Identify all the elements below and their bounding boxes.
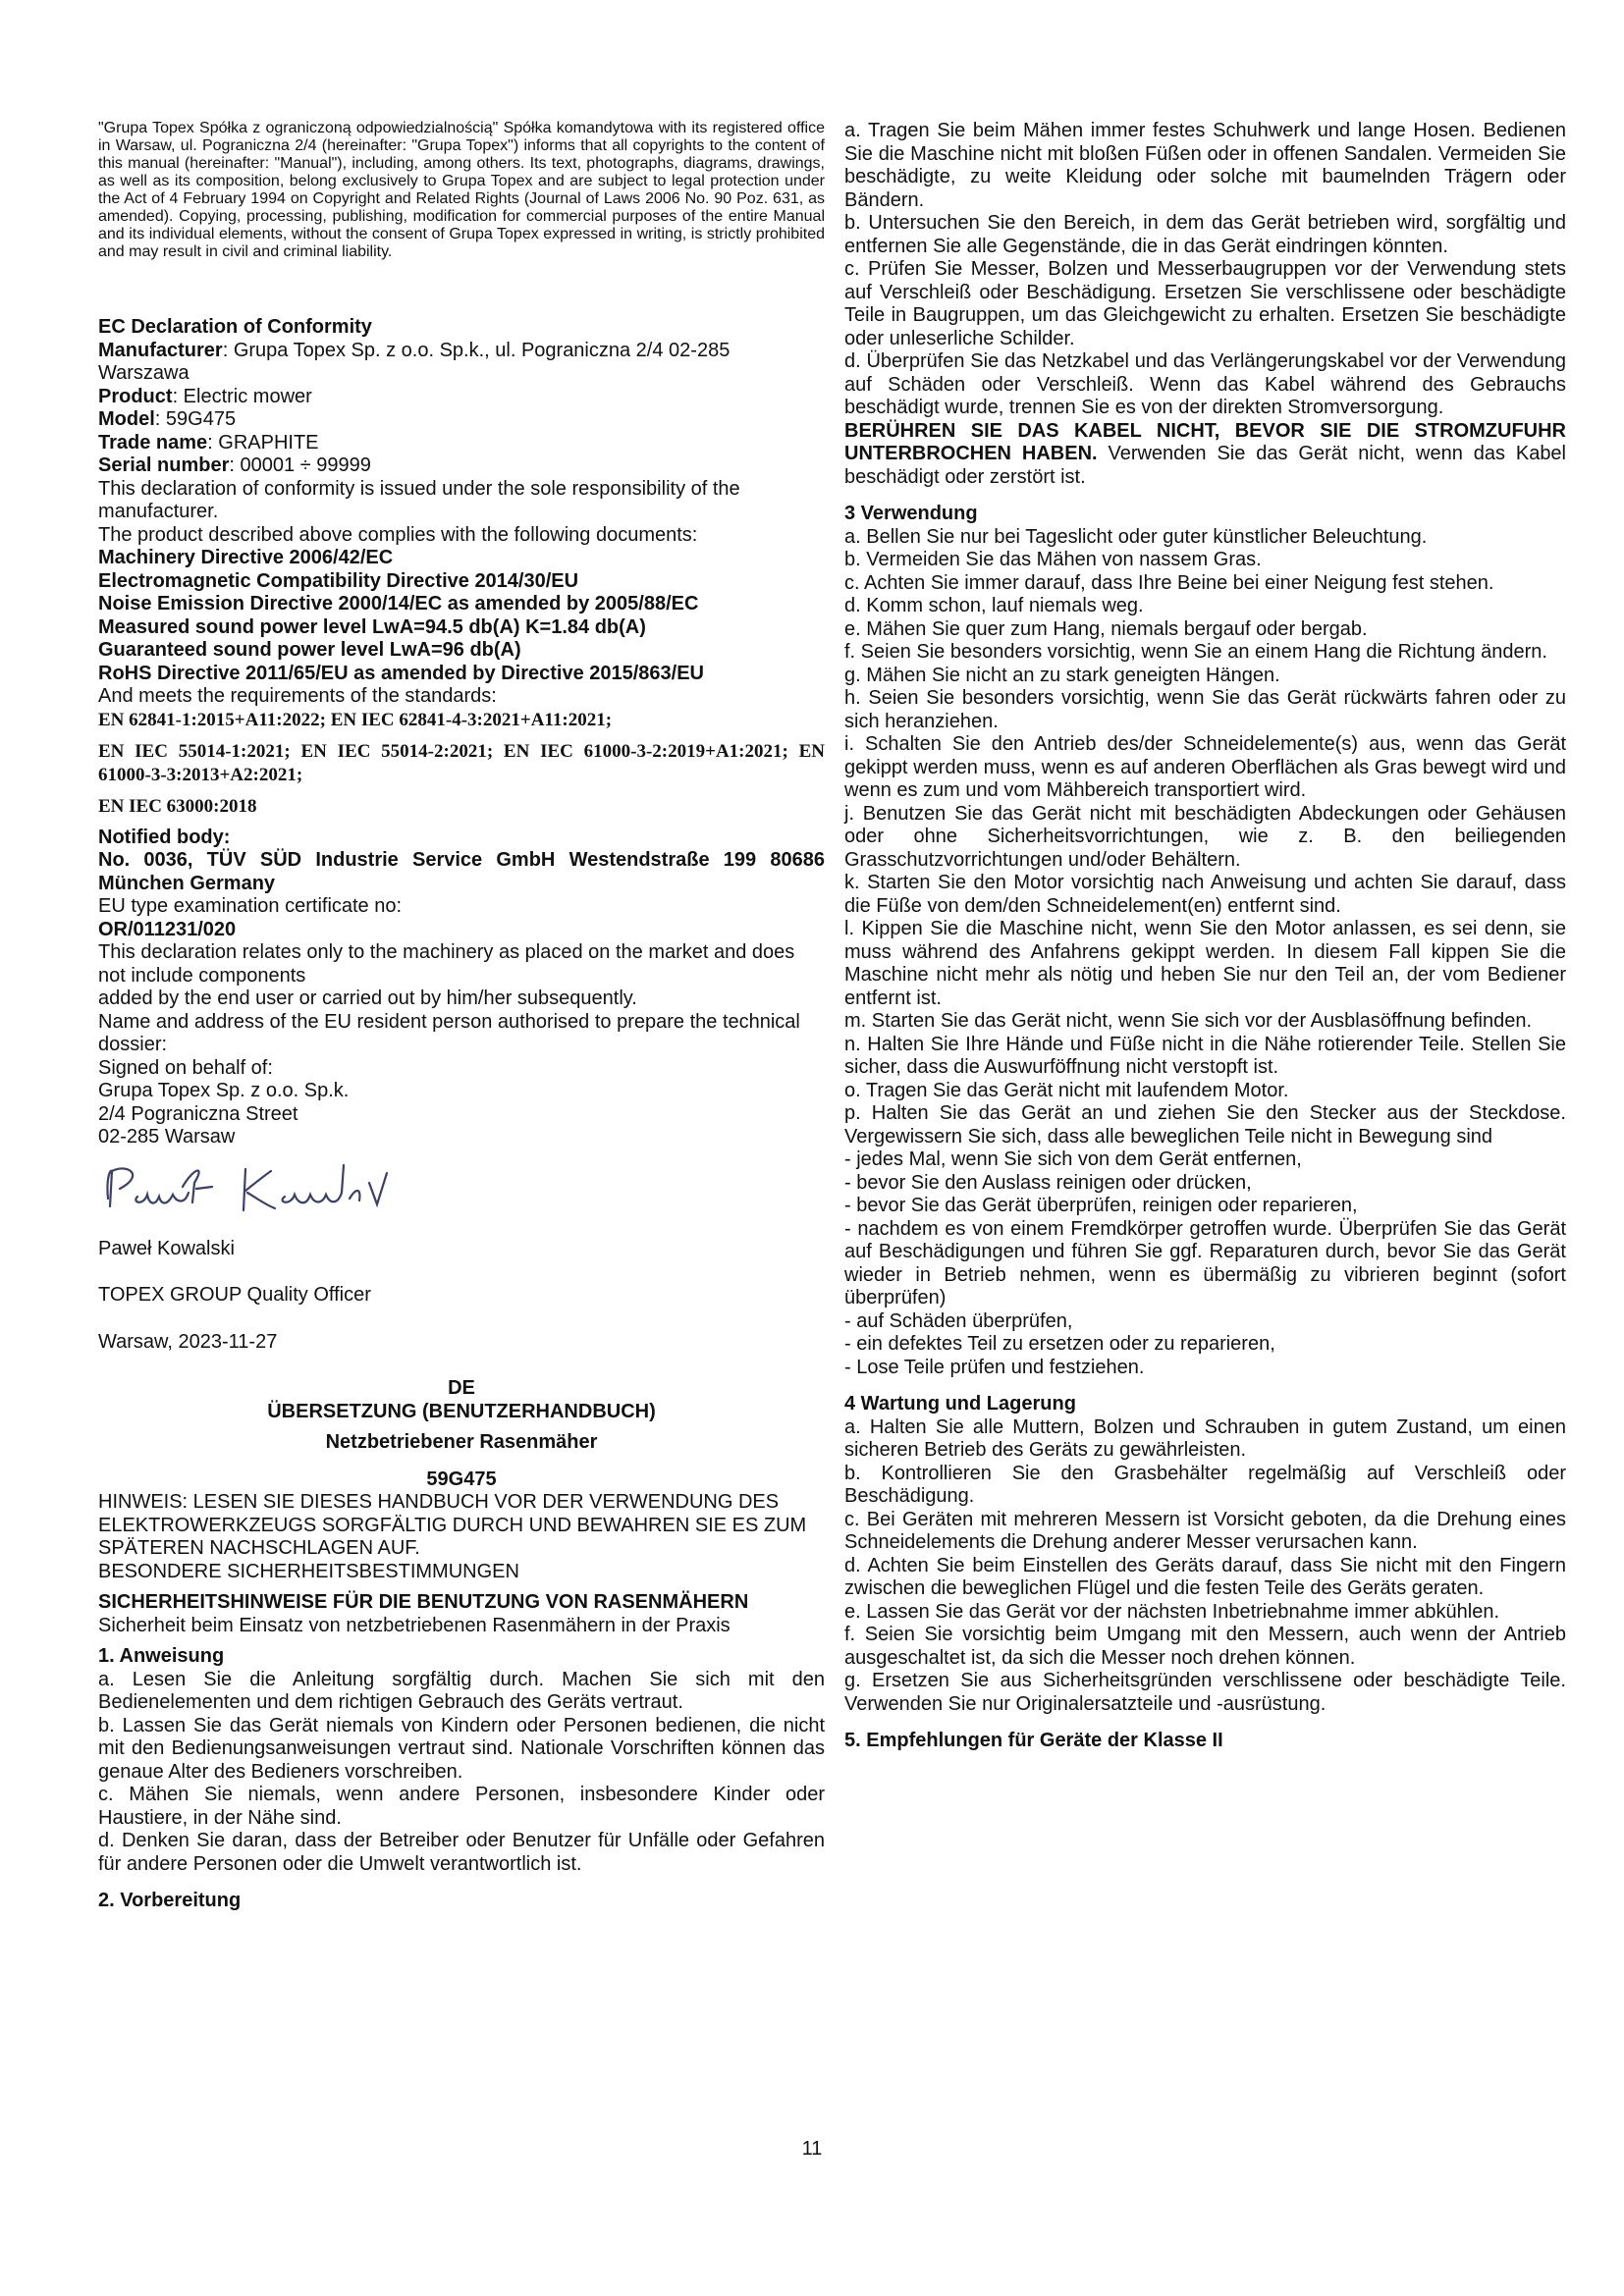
- list-item: d. Überprüfen Sie das Netzkabel und das Verlängerungskabel vor der Verwendung auf Schäden oder Verschleiß. Wenn das Kabel während des Gebrauchs beschädigt wurde, trennen Sie es von der direkten Stromversorgung.: [844, 350, 1566, 418]
- list-item: - jedes Mal, wenn Sie sich von dem Gerät entfernen,: [844, 1148, 1302, 1170]
- product-line: Product: Electric mower: [98, 385, 312, 407]
- manual-title: ÜBERSETZUNG (BENUTZERHANDBUCH): [267, 1400, 656, 1422]
- left-column: [98, 120, 825, 1913]
- cable-warning: BERÜHREN SIE DAS KABEL NICHT, BEVOR SIE DIE STROMZUFUHR UNTERBROCHEN HABEN. Verwenden Sie das Gerät nicht, wenn das Kabel beschädigt oder zerstört ist.: [844, 419, 1567, 488]
- list-item: d. Denken Sie daran, dass der Betreiber oder Benutzer für Unfälle oder Gefahren für andere Personen oder die Umwelt verantwortlich ist.: [98, 1830, 825, 1875]
- list-item: a. Lesen Sie die Anleitung sorgfältig durch. Machen Sie sich mit den Bedienelementen und dem richtigen Gebrauch des Geräts vertraut.: [98, 1668, 825, 1713]
- list-item: e. Lassen Sie das Gerät vor der nächsten Inbetriebnahme immer abkühlen.: [844, 1600, 1500, 1623]
- list-item: - bevor Sie das Gerät überprüfen, reinigen oder reparieren,: [844, 1195, 1358, 1216]
- list-item: k. Starten Sie den Motor vorsichtig nach Anweisung und achten Sie darauf, dass die Füße von dem/den Schneidelement(en) entfernt sind.: [844, 872, 1566, 917]
- list-item: b. Lassen Sie das Gerät niemals von Kindern oder Personen bedienen, die nicht mit den Bedienungsanweisungen vertraut sind. Nationale Vorschriften können das genaue Alter des Bedieners vorschreiben.: [98, 1714, 825, 1783]
- list-item: c. Mähen Sie niemals, wenn andere Personen, insbesondere Kinder oder Haustiere, in der Nähe sind.: [98, 1784, 825, 1829]
- list-item: a. Halten Sie alle Muttern, Bolzen und Schrauben in gutem Zustand, um einen sicheren Betrieb des Geräts zu gewährleisten.: [844, 1415, 1566, 1461]
- list-item: f. Seien Sie vorsichtig beim Umgang mit den Messern, auch wenn der Antrieb ausgeschaltet ist, da sich die Messer noch drehen können.: [844, 1624, 1566, 1669]
- declaration-date: Warsaw, 2023-11-27: [98, 1330, 278, 1353]
- safety-intro: Sicherheit beim Einsatz von netzbetriebenen Rasenmähern in der Praxis: [98, 1614, 731, 1636]
- section-3-list: [844, 526, 1566, 1380]
- list-item: c. Bei Geräten mit mehreren Messern ist Vorsicht geboten, da die Drehung eines Schneidelements die Drehung anderer Messer verursachen kann.: [844, 1508, 1566, 1553]
- signed-on-behalf: Signed on behalf of:: [98, 1056, 273, 1079]
- read-manual-notice: HINWEIS: LESEN SIE DIESES HANDBUCH VOR DER VERWENDUNG DES ELEKTROWERKZEUGS SORGFÄLTIG DURCH UND BEWAHREN SIE ES ZUM SPÄTEREN NACHSCHLAGEN AUF.: [98, 1491, 807, 1559]
- list-item: b. Vermeiden Sie das Mähen von nassem Gras.: [844, 549, 1262, 570]
- manufacturer-line: Manufacturer: Grupa Topex Sp. z o.o. Sp.k., ul. Pograniczna 2/4 02-285 Warszawa: [98, 339, 731, 384]
- handwritten-signature: [98, 1159, 825, 1228]
- section-4-title: 4 Wartung und Lagerung: [844, 1393, 1076, 1415]
- list-item: - Lose Teile prüfen und festziehen.: [844, 1356, 1145, 1378]
- measured-sound-level: Measured sound power level LwA=94.5 db(A) K=1.84 db(A): [98, 615, 646, 638]
- standards-intro: And meets the requirements of the standards:: [98, 685, 497, 707]
- machinery-directive: Machinery Directive 2006/42/EC: [98, 547, 394, 568]
- guaranteed-sound-level: Guaranteed sound power level LwA=96 db(A): [98, 639, 521, 661]
- company-name: Grupa Topex Sp. z o.o. Sp.k.: [98, 1080, 350, 1101]
- declaration-title: EC Declaration of Conformity: [98, 316, 372, 338]
- list-item: - bevor Sie den Auslass reinigen oder drücken,: [844, 1171, 1252, 1194]
- list-item: f. Seien Sie besonders vorsichtig, wenn Sie an einem Hang die Richtung ändern.: [844, 641, 1547, 663]
- list-item: i. Schalten Sie den Antrieb des/der Schneidelemente(s) aus, wenn das Gerät gekippt werden muss, wenn es auf anderen Oberflächen als Gras bewegt wird und wenn es zum und vom Mähbereich transportiert wird.: [844, 733, 1566, 801]
- responsibility-statement: This declaration of conformity is issued under the sole responsibility of the manufacturer.: [98, 477, 740, 522]
- company-street: 2/4 Pograniczna Street: [98, 1102, 298, 1125]
- special-regulations: BESONDERE SICHERHEITSBESTIMMUNGEN: [98, 1560, 519, 1582]
- safety-heading: SICHERHEITSHINWEISE FÜR DIE BENUTZUNG VON RASENMÄHERN: [98, 1591, 749, 1613]
- list-item: j. Benutzen Sie das Gerät nicht mit beschädigten Abdeckungen oder Gehäusen oder ohne Sicherheitsvorrichtungen, wie z. B. den beiliegenden Grasschutzvorrichtungen und/oder Behältern.: [844, 802, 1566, 871]
- certificate-label: EU type examination certificate no:: [98, 895, 403, 917]
- list-item: d. Komm schon, lauf niemals weg.: [844, 595, 1144, 616]
- notified-body: No. 0036, TÜV SÜD Industrie Service GmbH Westendstraße 199 80686 München Germany: [98, 849, 825, 894]
- list-item: h. Seien Sie besonders vorsichtig, wenn Sie das Gerät rückwärts fahren oder zu sich heranziehen.: [844, 687, 1566, 732]
- right-column: [844, 120, 1566, 1753]
- signer-name: Paweł Kowalski: [98, 1237, 235, 1259]
- serial-number-line: Serial number: 00001 ÷ 99999: [98, 454, 371, 476]
- noise-directive: Noise Emission Directive 2000/14/EC as amended by 2005/88/EC: [98, 593, 699, 614]
- list-item: p. Halten Sie das Gerät an und ziehen Sie den Stecker aus der Steckdose. Vergewissern Sie sich, dass alle beweglichen Teile nicht in Bewegung sind: [844, 1102, 1566, 1148]
- standards-line-2: EN IEC 55014-1:2021; EN IEC 55014-2:2021; EN IEC 61000-3-2:2019+A1:2021; EN 61000-3-3:2013+A2:2021;: [98, 740, 825, 785]
- trade-name-line: Trade name: GRAPHITE: [98, 431, 319, 454]
- list-item: n. Halten Sie Ihre Hände und Füße nicht in die Nähe rotierender Teile. Stellen Sie sicher, dass die Auswurföffnung nicht verstopft ist.: [844, 1033, 1566, 1078]
- section-5-title: 5. Empfehlungen für Geräte der Klasse II: [844, 1730, 1223, 1751]
- list-item: e. Mähen Sie quer zum Hang, niemals bergauf oder bergab.: [844, 617, 1368, 640]
- list-item: c. Achten Sie immer darauf, dass Ihre Beine bei einer Neigung fest stehen.: [844, 571, 1494, 594]
- section-1-list: [98, 1669, 825, 1877]
- list-item: o. Tragen Sie das Gerät nicht mit laufendem Motor.: [844, 1079, 1289, 1101]
- complies-statement: The product described above complies with the following documents:: [98, 523, 698, 546]
- manual-model: 59G475: [426, 1468, 497, 1490]
- list-item: c. Prüfen Sie Messer, Bolzen und Messerbaugruppen vor der Verwendung stets auf Verschleiß oder Beschädigung. Ersetzen Sie verschlissene oder beschädigte Teile in Baugruppen, um das Gleichgewicht zu erhalten. Ersetzen Sie beschädigte oder unleserliche Schilder.: [844, 258, 1566, 349]
- relates-statement-2: added by the end user or carried out by him/her subsequently.: [98, 988, 637, 1009]
- list-item: a. Tragen Sie beim Mähen immer festes Schuhwerk und lange Hosen. Bedienen Sie die Maschine nicht mit bloßen Füßen oder in offenen Sandalen. Vermeiden Sie beschädigte, zu weite Kleidung oder solche mit baumelnden Trägern oder Bändern.: [844, 120, 1566, 211]
- list-item: - nachdem es von einem Fremdkörper getroffen wurde. Überprüfen Sie das Gerät auf Beschädigungen und führen Sie ggf. Reparaturen durch, bevor Sie das Gerät wieder in Betrieb nehmen, wenn es übermäßig zu vibrieren beginnt (sofort überprüfen): [844, 1217, 1566, 1308]
- list-item: a. Bellen Sie nur bei Tageslicht oder guter künstlicher Beleuchtung.: [844, 525, 1428, 548]
- section-1-title: 1. Anweisung: [98, 1645, 225, 1667]
- standards-line-1: EN 62841-1:2015+A11:2022; EN IEC 62841-4-3:2021+A11:2021;: [98, 709, 613, 730]
- section-2-list: [844, 120, 1566, 489]
- list-item: d. Achten Sie beim Einstellen des Geräts darauf, dass Sie nicht mit den Fingern zwischen die beweglichen Flügel und die festen Teile des Geräts geraten.: [844, 1554, 1566, 1599]
- list-item: m. Starten Sie das Gerät nicht, wenn Sie sich vor der Ausblasöffnung befinden.: [844, 1010, 1533, 1032]
- section-2-title: 2. Vorbereitung: [98, 1890, 242, 1911]
- list-item: b. Kontrollieren Sie den Grasbehälter regelmäßig auf Verschleiß oder Beschädigung.: [844, 1462, 1566, 1507]
- certificate-number: OR/011231/020: [98, 918, 237, 940]
- standards-line-3: EN IEC 63000:2018: [98, 795, 257, 817]
- relates-statement-1: This declaration relates only to the machinery as placed on the market and does not include components: [98, 941, 795, 987]
- section-4-list: [844, 1416, 1566, 1717]
- list-item: - ein defektes Teil zu ersetzen oder zu reparieren,: [844, 1333, 1275, 1355]
- manual-subtitle: Netzbetriebener Rasenmäher: [325, 1431, 598, 1453]
- list-item: g. Mähen Sie nicht an zu stark geneigten Hängen.: [844, 664, 1280, 686]
- list-item: b. Untersuchen Sie den Bereich, in dem das Gerät betrieben wird, sorgfältig und entfernen Sie alle Gegenstände, die in das Gerät eindringen könnten.: [844, 212, 1566, 257]
- page-number: 11: [801, 2138, 823, 2160]
- list-item: g. Ersetzen Sie aus Sicherheitsgründen verschlissene oder beschädigte Teile. Verwenden Sie nur Originalersatzteile und -ausrüstung.: [844, 1670, 1566, 1715]
- section-3-title: 3 Verwendung: [844, 503, 978, 524]
- language-code: DE: [448, 1377, 475, 1399]
- copyright-notice: "Grupa Topex Spółka z ograniczoną odpowiedzialnością" Spółka komandytowa with its registered office in Warsaw, ul. Pograniczna 2/4 (hereinafter: "Grupa Topex") informs that all copyrights to the content of this manual (hereinafter: "Manual"), including, among others. Its text, photographs, diagrams, drawings, as well as its composition, belong exclusively to Grupa Topex and are subject to legal protection under the Act of 4 February 1994 on Copyright and Related Rights (Journal of Laws 2006 No. 90 Poz. 631, as amended). Copying, processing, publishing, modification for commercial purposes of the entire Manual and its individual elements, without the consent of Grupa Topex expressed in writing, is strictly prohibited and may result in civil and criminal liability.: [98, 120, 825, 260]
- list-item: l. Kippen Sie die Maschine nicht, wenn Sie den Motor anlassen, es sei denn, sie muss während des Anfahrens gekippt werden. In diesem Fall kippen Sie die Maschine nicht mehr als nötig und heben Sie nur den Teil an, der vom Bediener entfernt ist.: [844, 918, 1566, 1009]
- ec-declaration: [98, 316, 825, 1354]
- notified-body-label: Notified body:: [98, 826, 231, 848]
- emc-directive: Electromagnetic Compatibility Directive 2014/30/EU: [98, 569, 579, 592]
- manual-header: [98, 1377, 825, 1583]
- signer-role: TOPEX GROUP Quality Officer: [98, 1284, 371, 1306]
- model-line: Model: 59G475: [98, 408, 237, 430]
- list-item: - auf Schäden überprüfen,: [844, 1309, 1073, 1332]
- dossier-statement: Name and address of the EU resident person authorised to prepare the technical dossier:: [98, 1010, 800, 1055]
- rohs-directive: RoHS Directive 2011/65/EU as amended by Directive 2015/863/EU: [98, 662, 705, 684]
- company-city: 02-285 Warsaw: [98, 1126, 236, 1148]
